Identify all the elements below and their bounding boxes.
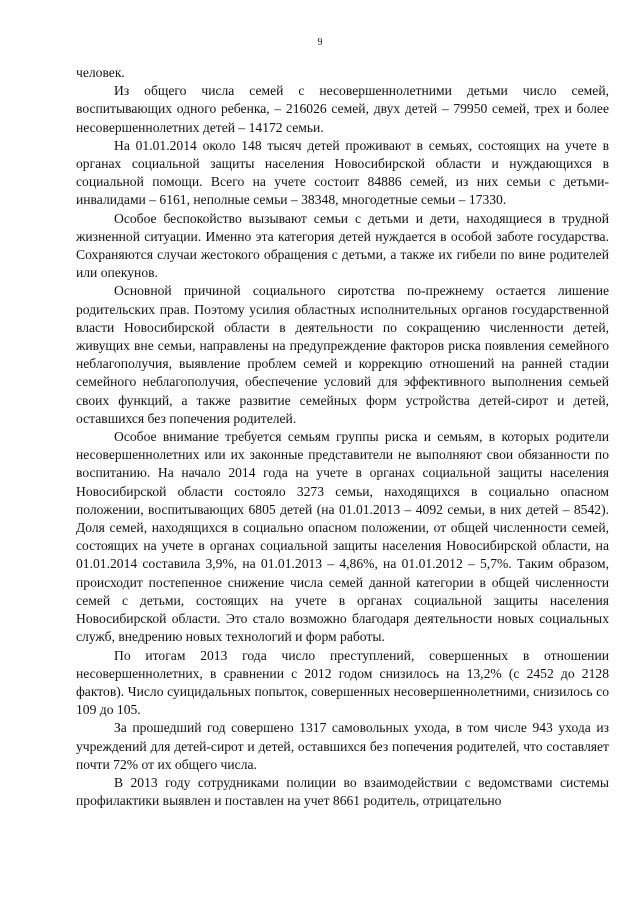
paragraph-social-orphanhood: Основной причиной социального сиротства по-прежнему остается лишение родительских прав. Поэтому усилия областных исполнительных органов государственной власти Новосибирской области в деятельности по сокращению численности детей, живущих вне семьи, направлены на предупреждение факторов риска появления семейного неблагополучия, выявление проблем семей и коррекцию отношений на ранней стадии семейного неблагополучия, обеспечение условий для эффективного выполнения семьей своих функций, а также развитие семейных форм устройства детей-сирот и детей, оставшихся без попечения родителей. (76, 283, 609, 426)
page-number: 9 (317, 37, 323, 48)
document-body (76, 64, 609, 810)
paragraph-difficult-situation: Особое беспокойство вызывают семьи с детьми и дети, находящиеся в трудной жизненной ситуации. Именно эта категория детей нуждается в особой заботе государства. Сохраняются случаи жестокого обращения с детьми, а также их гибели по вине родителей или опекунов. (76, 210, 609, 281)
paragraph-continuation: человек. (76, 65, 125, 80)
paragraph-runaways: За прошедший год совершено 1317 самовольных ухода, в том числе 943 ухода из учреждений для детей-сирот и детей, оставшихся без попечения родителей, что составляет почти 72% от их общего числа. (76, 720, 609, 772)
paragraph-police: В 2013 году сотрудниками полиции во взаимодействии с ведомствами системы профилактики выявлен и поставлен на учет 8661 родитель, отрицательно (76, 774, 609, 809)
paragraph-risk-families: Особое внимание требуется семьям группы риска и семьям, в которых родители несовершеннолетних или их законные представители не выполняют свои обязанности по воспитанию. На начало 2014 года на учете в органах социальной защиты населения Новосибирской области состояло 3273 семьи, находящихся в социально опасном положении, воспитывающих 6805 детей (на 01.01.2013 – 4092 семьи, в них детей – 8542). Доля семей, находящихся в социально опасном положении, от общей численности семей, состоящих на учете в органах социальной защиты населения Новосибирской области, на 01.01.2014 составила 3,9%, на 01.01.2013 – 4,86%, на 01.01.2012 – 5,7%. Таким образом, происходит постепенное снижение числа семей данной категории в общей численности семей с детьми, состоящих на учете в органах социальной защиты населения Новосибирской области. Это стало возможно благодаря деятельности новых социальных служб, внедрению новых технологий и форм работы. (76, 429, 609, 645)
paragraph-registered-families: На 01.01.2014 около 148 тысяч детей проживают в семьях, состоящих на учете в органах социальной защиты населения Новосибирской области и нуждающихся в социальной помощи. Всего на учете состоит 84886 семей, из них семьи с детьми-инвалидами – 6161, неполные семьи – 38348, многодетные семьи – 17330. (76, 137, 609, 208)
paragraph-crimes: По итогам 2013 года число преступлений, совершенных в отношении несовершеннолетних, в сравнении с 2012 годом снизилось на 13,2% (с 2452 до 2128 фактов). Число суицидальных попыток, совершенных несовершеннолетними, снизилось со 109 до 105. (76, 647, 609, 718)
paragraph-families-by-children-count: Из общего числа семей с несовершеннолетними детьми число семей, воспитывающих одного ребенка, – 216026 семей, двух детей – 79950 семей, трех и более несовершеннолетних детей – 14172 семьи. (76, 83, 609, 135)
